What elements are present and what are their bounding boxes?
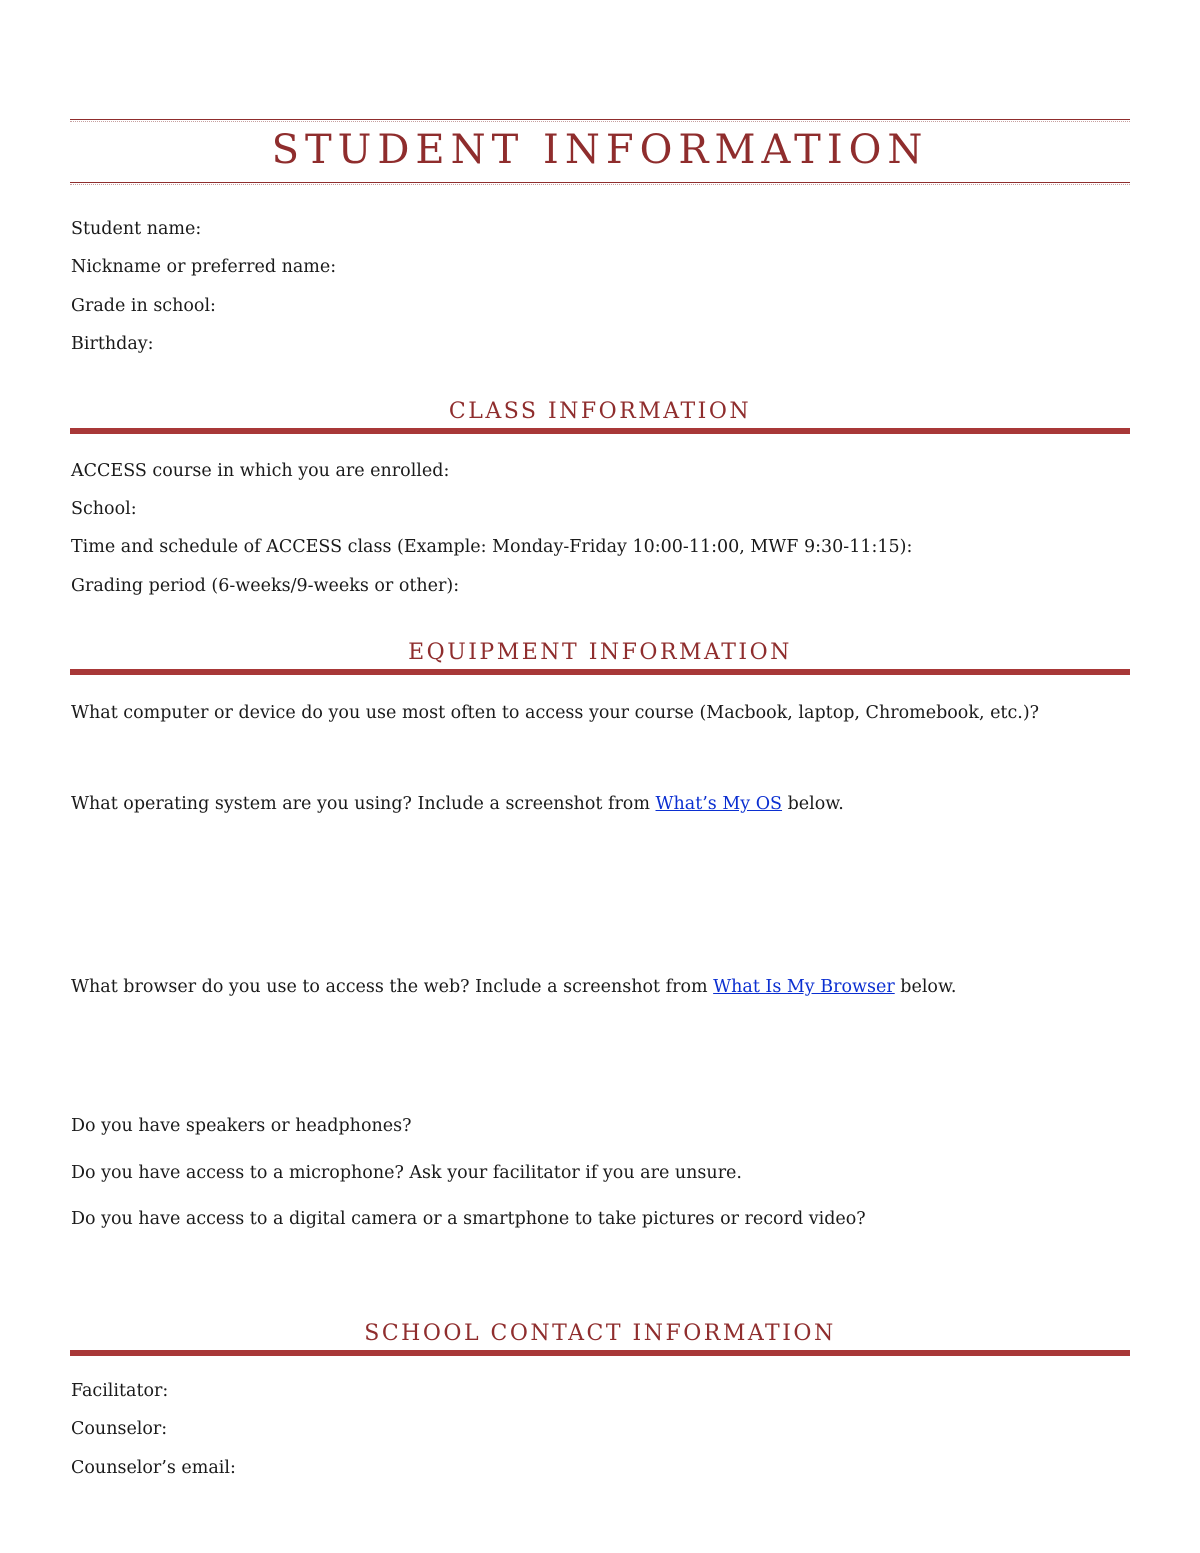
counselor-label: Counselor: [71, 1419, 168, 1439]
class-information-rule [70, 428, 1130, 434]
camera-question: Do you have access to a digital camera or a smartphone to take pictures or record video? [71, 1209, 866, 1229]
grading-period-label: Grading period (6-weeks/9-weeks or other): [71, 576, 460, 596]
whats-my-os-link[interactable]: What’s My OS [655, 794, 783, 814]
facilitator-label: Facilitator: [71, 1381, 169, 1401]
browser-question [71, 975, 956, 999]
page-title: STUDENT INFORMATION [271, 127, 929, 173]
browser-question-suffix: below. [894, 977, 957, 997]
speakers-question: Do you have speakers or headphones? [71, 1116, 412, 1136]
nickname-label: Nickname or preferred name: [71, 257, 337, 277]
microphone-question: Do you have access to a microphone? Ask your facilitator if you are unsure. [71, 1163, 742, 1183]
os-question-suffix: below. [782, 794, 844, 814]
schedule-label: Time and schedule of ACCESS class (Example: Monday-Friday 10:00-11:00, MWF 9:30-11:15): [71, 537, 913, 557]
equipment-information-rule [70, 669, 1130, 675]
school-label: School: [71, 499, 137, 519]
what-is-my-browser-link[interactable]: What Is My Browser [713, 977, 895, 997]
class-information-heading: CLASS INFORMATION [448, 399, 752, 424]
device-question: What computer or device do you use most often to access your course (Macbook, laptop, Chromebook, etc.)? [71, 703, 1040, 723]
os-question-text: What operating system are you using? Include a screenshot from [71, 794, 656, 814]
grade-label: Grade in school: [71, 296, 216, 316]
course-label: ACCESS course in which you are enrolled: [71, 461, 450, 481]
student-name-label: Student name: [71, 219, 202, 239]
birthday-label: Birthday: [71, 334, 154, 354]
counselor-email-label: Counselor’s email: [71, 1458, 236, 1478]
os-question [71, 792, 844, 816]
equipment-information-heading: EQUIPMENT INFORMATION [408, 640, 792, 665]
school-contact-rule [70, 1350, 1130, 1356]
browser-question-text: What browser do you use to access the web? Include a screenshot from [71, 977, 714, 997]
school-contact-heading: SCHOOL CONTACT INFORMATION [364, 1321, 836, 1346]
